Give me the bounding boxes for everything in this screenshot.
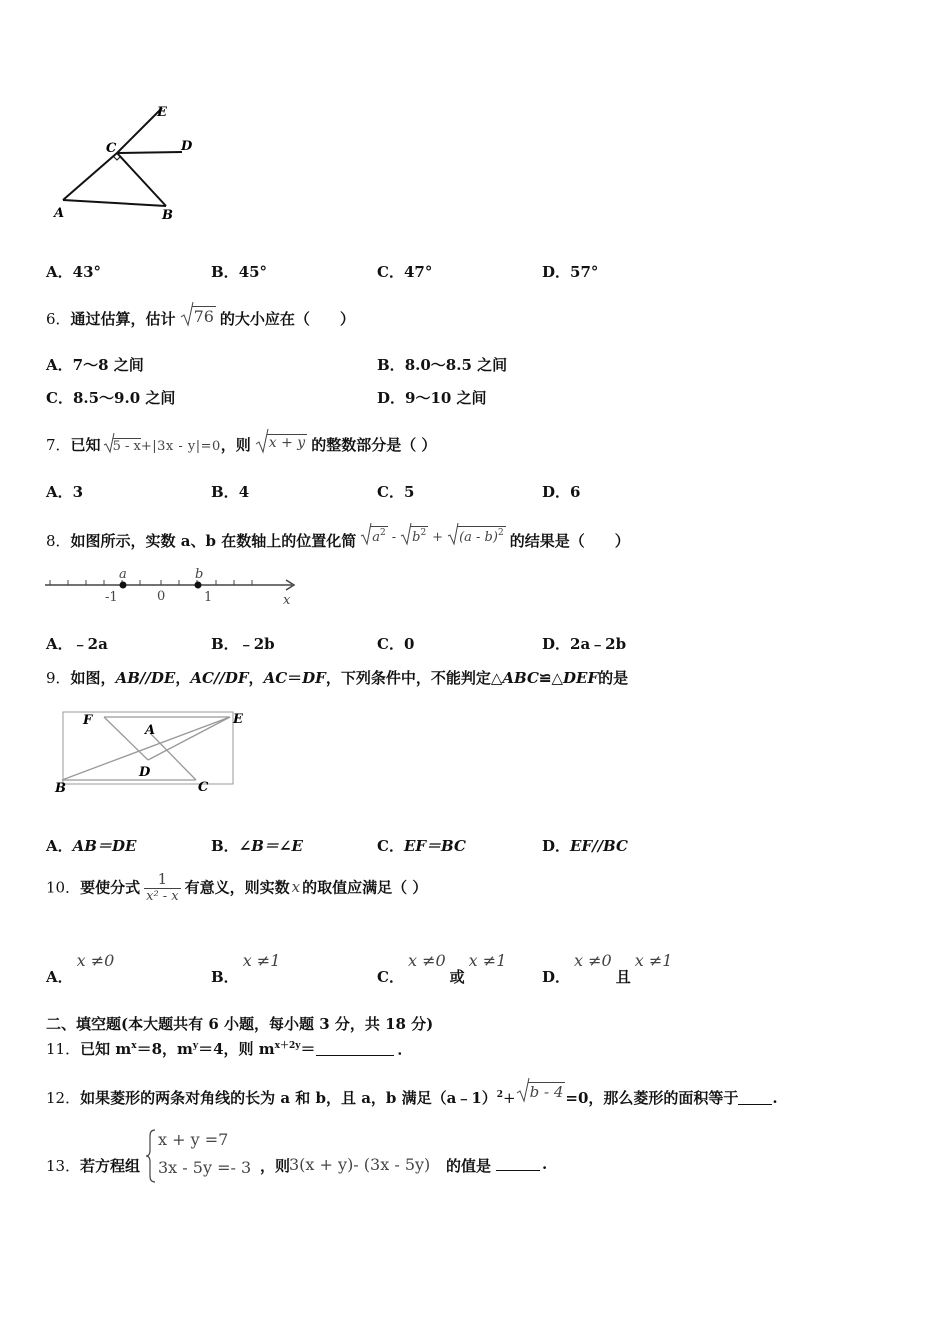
q5-label-d: D [181,139,193,154]
q7-option-a-letter: A． [46,483,73,501]
q9-congruent: ≌△ [538,669,564,687]
q9-text-end: 的是 [598,669,629,687]
q7-text-post: 的整数部分是（ ） [311,436,437,454]
q12-number: 12． [46,1089,81,1107]
q8-point-a [120,582,127,589]
q9-label-d: D [139,765,151,780]
q7-option-d-letter: D． [542,483,571,501]
q5-option-a-letter: A． [46,263,73,281]
q10-text-pre: 要使分式 [80,878,141,897]
q9-parallel-2: // [213,669,225,687]
q13-brace-icon [146,1128,156,1184]
q5-label-b: B [162,208,173,223]
q8-radicand-b-wrap [410,526,428,545]
q8-option-d-letter: D． [542,635,571,653]
q12-sup-2: 2 [496,1090,504,1100]
q9-df: DF [224,669,249,687]
q6-radical-sign [180,301,194,327]
q13-answer-blank[interactable] [496,1156,540,1171]
q7-option-c-text: 5 [403,483,415,501]
q9-abc: ABC [502,669,539,687]
q8-radicand-a: a [372,530,380,545]
q7-number: 7． [46,436,71,454]
q9-option-b[interactable] [211,835,303,856]
q5-option-c-letter: C． [377,263,404,281]
q13-equation-1: x + y =7 [158,1130,229,1149]
q6-sqrt [180,307,216,326]
q5-line-ca [63,153,117,200]
q10-text-post-2: 的取值应满足（ ） [302,878,428,897]
q8-option-b[interactable] [211,633,275,654]
q10-option-c[interactable] [377,951,506,987]
q9-label-f: F [83,713,93,728]
q11-stem [46,1038,413,1059]
q6-option-c[interactable] [46,387,175,408]
q9-option-a[interactable] [46,835,136,856]
q9-equals: ＝ [287,669,303,687]
q9-option-c[interactable] [377,835,466,856]
q8-square-b: 2 [420,528,427,538]
q9-ac: AC [190,669,214,687]
q5-option-c-text: 47° [403,263,433,281]
q5-option-c[interactable] [377,261,432,282]
q10-option-a[interactable] [46,951,114,987]
q8-option-c[interactable] [377,633,414,654]
q8-option-c-letter: C． [377,635,404,653]
q7-radicand-2: x + y [268,435,306,451]
q9-text-1: 如图， [70,669,116,687]
q9-parallel-1: // [139,669,151,687]
q8-radical-sign-a [360,522,372,546]
q10-number: 10． [46,878,81,897]
q5-option-a[interactable] [46,261,101,282]
q9-option-d[interactable] [542,835,628,856]
q9-de: DE [150,669,176,687]
q11-number: 11． [46,1040,81,1058]
q8-minus: - [391,530,397,545]
q9-text-cond: ，下列条件中，不能判定△ [325,669,503,687]
q11-text-post: ． [397,1040,413,1058]
q6-option-c-letter: C． [46,389,73,407]
q8-radicand-a-wrap [370,526,388,545]
q9-option-c-text: EF＝BC [403,837,466,855]
q9-label-b: B [55,781,66,796]
q8-option-c-text: 0 [403,635,415,653]
q10-option-b-letter: B． [211,968,239,986]
q7-option-c-letter: C． [377,483,404,501]
q9-line-ac [150,733,196,780]
q7-option-a[interactable] [46,481,83,502]
q9-line-de [148,717,230,760]
q12-radicand: b - 4 [529,1083,564,1101]
q5-option-b-text: 45° [238,263,268,281]
q6-option-a-text: 7～8 之间 [72,356,144,374]
q9-option-d-text: EF//BC [570,837,628,855]
q6-option-d-text: 9～10 之间 [405,389,487,407]
q9-ab: AB [115,669,140,687]
q11-answer-blank[interactable] [316,1041,394,1056]
q5-line-ab [63,200,166,206]
q10-option-a-letter: A． [46,968,73,986]
q8-radicand-b: b [412,530,421,545]
q10-option-a-expr: x ≠0 [76,951,115,970]
q10-option-d-letter: D． [542,968,571,986]
q12-text-pre: 如果菱形的两条对角线的长为 a 和 b，且 a，b 满足（a﹣1） [80,1089,497,1107]
q8-label-x: x [283,593,291,608]
q12-stem [46,1083,778,1108]
q8-option-d[interactable] [542,633,626,654]
q8-radicand-ab-wrap [457,526,506,545]
q5-option-d-text: 57° [570,263,599,281]
q7-sqrt-2 [255,433,307,451]
q5-option-d-letter: D． [542,263,571,281]
q9-stem [46,667,628,688]
q7-expr-rest: +|3x - y|=0 [140,439,221,454]
q9-figure [54,708,254,798]
q9-option-b-text: ∠B＝∠E [238,837,303,855]
q13-text-mid: ，则 [260,1157,291,1175]
q13-number: 13． [46,1157,81,1175]
q9-label-e: E [233,712,243,727]
q8-label-neg1: -1 [105,590,118,605]
q5-option-a-text: 43° [72,263,102,281]
q13-equation-2: 3x - 5y =- 3 [158,1158,252,1177]
q10-text-post-1: 有意义，则实数 [184,878,290,897]
q8-option-b-letter: B． [211,635,239,653]
q5-label-e: E [157,105,167,120]
q6-text-pre: 通过估算，估计 [70,310,176,328]
q5-line-cd [117,152,182,153]
q13-expression: 3(x + y)- (3x - 5y) [289,1155,431,1174]
q8-text-post: 的结果是（ ） [509,532,630,550]
q8-label-a: a [119,567,127,582]
q12-sqrt [516,1083,566,1101]
q9-option-a-text: AB＝DE [72,837,137,855]
q7-text-pre: 已知 [70,436,101,454]
q12-answer-blank[interactable] [738,1090,772,1105]
q8-radicand-ab: (a - b) [459,530,498,545]
q9-label-a: A [145,723,156,738]
q6-option-b[interactable] [377,354,507,375]
q12-text-post-2: . [772,1089,778,1107]
q11-sup-y: y [192,1041,199,1051]
q8-radical-sign-ab [447,522,459,546]
q8-number-line [40,565,310,610]
q10-option-d[interactable] [542,951,672,987]
q10-var-x: x [291,878,301,896]
q5-label-c: C [106,141,117,156]
q9-comma-2: ， [248,669,264,687]
q9-option-b-letter: B． [211,837,239,855]
q9-line-fd [104,717,148,760]
q11-text-mid-1: ＝8，m [136,1040,193,1058]
q13-text-post-2: . [542,1155,548,1173]
q8-option-b-text: ﹣2b [238,635,275,653]
q7-option-d-text: 6 [570,483,581,501]
q5-option-b[interactable] [211,261,267,282]
q7-radicand-1: 5 - x [112,439,141,454]
q9-ac-2: AC [263,669,288,687]
q5-line-cb [117,153,166,206]
q8-option-a[interactable] [46,633,108,654]
q10-fraction-numerator: 1 [157,870,168,888]
q10-option-c-expr: x ≠0 [407,951,446,970]
q5-option-b-letter: B． [211,263,239,281]
q11-equals: ＝ [300,1040,316,1058]
q7-option-b[interactable] [211,481,249,502]
q12-text-post-1: =0，那么菱形的面积等于 [565,1089,739,1107]
q7-radical-sign-2 [255,428,269,454]
q11-sup-x2y: x＋2y [274,1041,301,1051]
q5-right-angle-mark [113,156,121,160]
q6-number: 6． [46,310,71,328]
q9-comma-1: ， [175,669,191,687]
q10-option-b[interactable] [211,951,280,987]
q8-sqrt-a [360,527,388,545]
q6-option-b-text: 8.0～8.5 之间 [404,356,508,374]
q5-figure [40,90,240,230]
q9-option-a-letter: A． [46,837,73,855]
q7-option-a-text: 3 [72,483,84,501]
q8-radical-sign-b [400,522,412,546]
q8-square-ab: 2 [497,528,504,538]
q12-radical-sign [516,1077,530,1103]
q10-fraction-denominator: x² - x [146,889,179,904]
q10-option-c-expr-2: x ≠1 [468,951,507,970]
q10-option-d-expr-2: x ≠1 [634,951,673,970]
q8-label-b: b [195,567,204,582]
q8-text-pre: 如图所示，实数 a、b 在数轴上的位置化简 [70,532,357,550]
q6-option-b-letter: B． [377,356,405,374]
q11-text-pre: 已知 m [80,1040,132,1058]
q10-option-c-letter: C． [377,968,404,986]
q13-text-pre: 若方程组 [80,1157,141,1175]
q11-text-mid-2: ＝4，则 m [198,1040,275,1058]
q10-stem [46,870,427,904]
q6-option-d[interactable] [377,387,487,408]
q10-option-d-expr: x ≠0 [574,951,612,970]
q9-label-c: C [198,780,209,795]
q7-radical-sign-1 [103,432,115,454]
q7-option-d[interactable] [542,481,580,502]
q8-number: 8． [46,532,71,550]
q8-option-d-text: 2a﹣2b [570,635,627,653]
q8-label-1: 1 [204,590,213,605]
q11-sup-x: x [131,1041,137,1051]
q5-line-ce [117,108,162,153]
q7-stem [46,433,436,455]
q9-df-2: DF [302,669,326,687]
q7-text-mid: ，则 [220,436,251,454]
q8-option-a-text: ﹣2a [72,635,108,653]
q8-label-0: 0 [157,589,166,604]
q12-plus: + [503,1089,516,1107]
q6-option-c-text: 8.5～9.0 之间 [72,389,176,407]
q8-plus: + [432,530,444,545]
q9-number: 9． [46,669,71,687]
q9-option-c-letter: C． [377,837,404,855]
q10-option-d-conj: 且 [615,968,631,986]
q6-option-a[interactable] [46,354,144,375]
q7-option-c[interactable] [377,481,414,502]
q7-option-b-letter: B． [211,483,239,501]
q6-stem [46,307,355,329]
q9-def: DEF [563,669,599,687]
q8-point-b [195,582,202,589]
q8-square-a: 2 [379,528,386,538]
q9-option-d-letter: D． [542,837,571,855]
q10-fraction [144,870,181,904]
q13-text-post-1: 的值是 [446,1157,492,1175]
q5-label-a: A [54,206,65,221]
q5-option-d[interactable] [542,261,598,282]
section-2-title: 二、填空题(本大题共有 6 小题，每小题 3 分，共 18 分) [46,1015,434,1033]
q8-sqrt-b [400,527,428,545]
q8-sqrt-ab [447,527,506,545]
q7-option-b-text: 4 [238,483,250,501]
q8-option-a-letter: A． [46,635,73,653]
q8-stem [46,527,630,551]
q6-text-post: 的大小应在（ ） [219,310,355,328]
q6-option-d-letter: D． [377,389,406,407]
q10-option-b-expr: x ≠1 [242,951,281,970]
q7-sqrt-1 [103,436,141,454]
q6-option-a-letter: A． [46,356,73,374]
q10-option-c-conj: 或 [449,968,465,986]
q6-radicand: 76 [193,307,214,326]
